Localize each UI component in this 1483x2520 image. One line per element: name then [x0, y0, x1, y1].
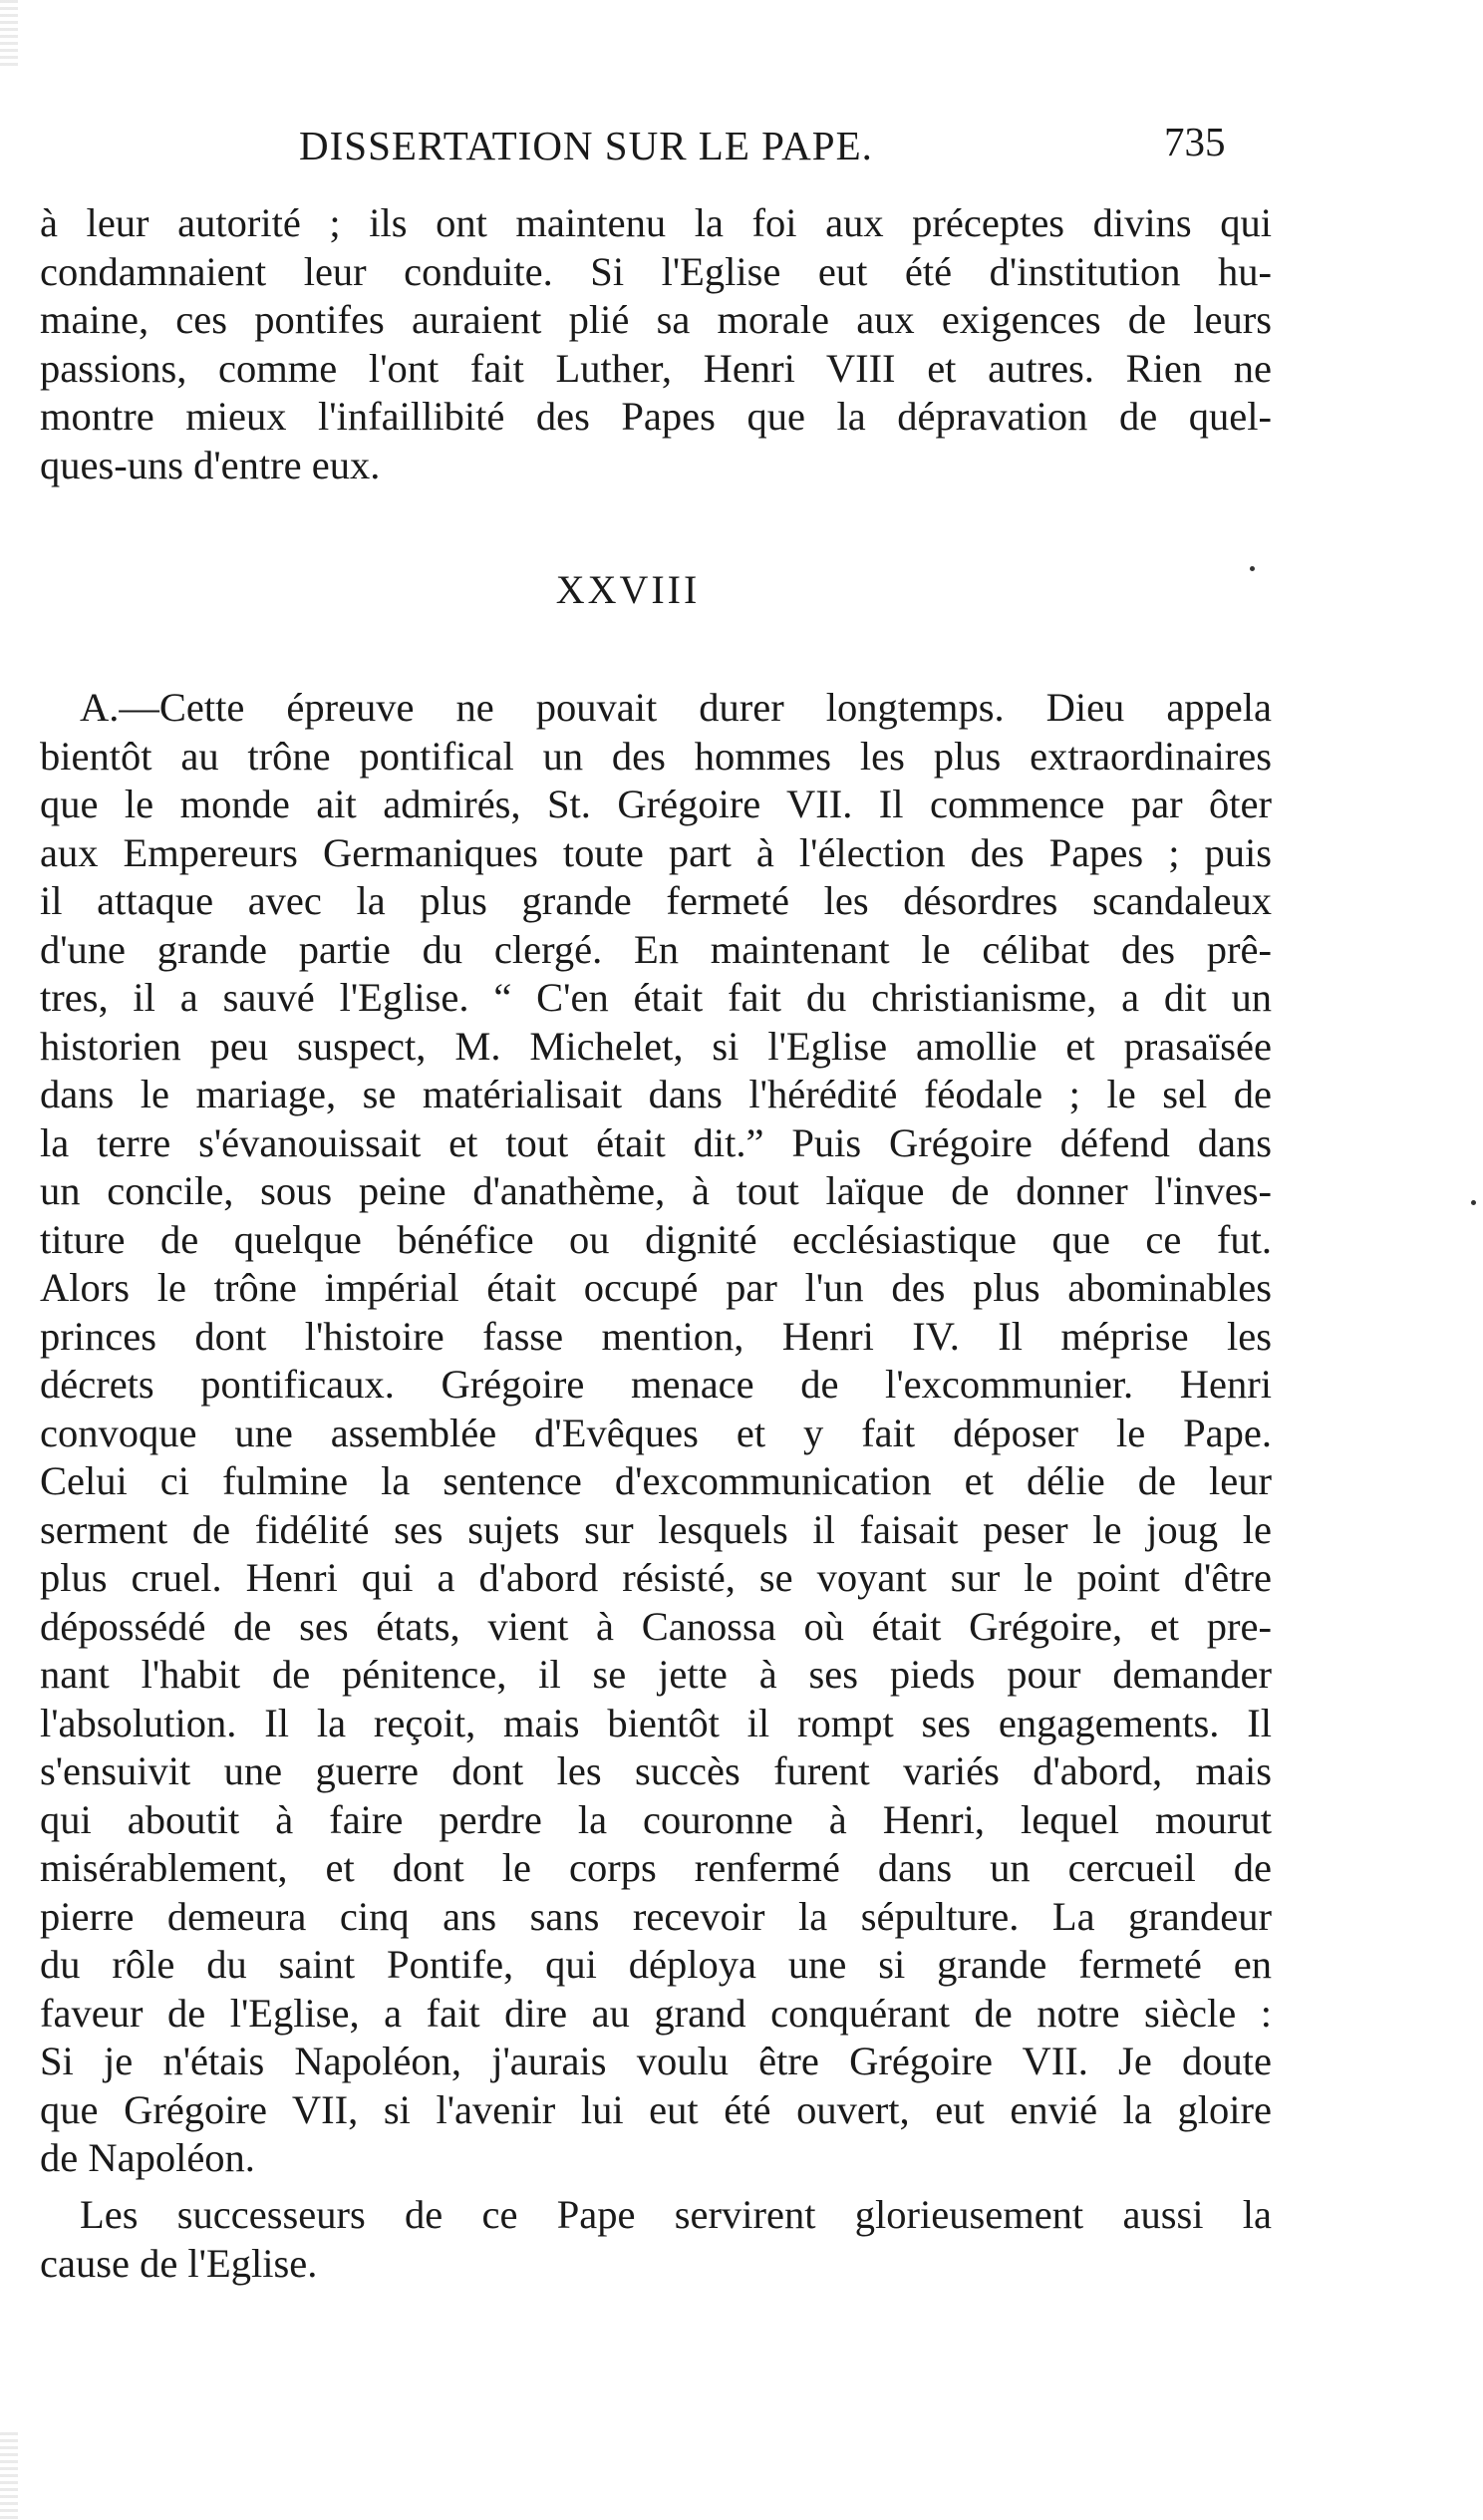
text-line: de Napoléon.: [40, 2135, 255, 2180]
paragraph-gregoire: [40, 684, 1272, 2183]
text-line: dépossédé de ses états, vient à Canossa où était Grégoire, et pre-: [40, 1603, 1272, 1649]
text-line: bientôt au trône pontifical un des hommes les plus extraordinaires: [40, 733, 1272, 779]
text-line: décrets pontificaux. Grégoire menace de l'excommunier. Henri: [40, 1362, 1272, 1407]
text-line: s'ensuivit une guerre dont les succès furent variés d'abord, mais: [40, 1748, 1272, 1793]
text-line: il attaque avec la plus grande fermeté les désordres scandaleux: [40, 878, 1272, 923]
text-line: Celui ci fulmine la sentence d'excommunication et délie de leur: [40, 1458, 1272, 1503]
text-line: plus cruel. Henri qui a d'abord résisté, se voyant sur le point d'être: [40, 1555, 1272, 1600]
text-line: la terre s'évanouissait et tout était dit.” Puis Grégoire défend dans: [40, 1119, 1272, 1165]
text-line: nant l'habit de pénitence, il se jette à ses pieds pour demander: [40, 1652, 1272, 1697]
text-line: princes dont l'histoire fasse mention, Henri IV. Il méprise les: [40, 1313, 1272, 1359]
text-line: condamnaient leur conduite. Si l'Eglise eut été d'institution hu-: [40, 248, 1272, 294]
text-line: que le monde ait admirés, St. Grégoire VII. Il commence par ôter: [40, 782, 1272, 826]
text-line: misérablement, et dont le corps renfermé dans un cercueil de: [40, 1845, 1272, 1890]
text-line: titure de quelque bénéfice ou dignité ecclésiastique que ce fut.: [40, 1216, 1272, 1262]
text-line: historien peu suspect, M. Michelet, si l'Eglise amollie et prasaïsée: [40, 1023, 1272, 1069]
text-line: cause de l'Eglise.: [40, 2240, 318, 2286]
running-head: DISSERTATION SUR LE PAPE.: [299, 123, 873, 168]
text-line: serment de fidélité ses sujets sur lesquels il faisait peser le joug le: [40, 1506, 1272, 1552]
text-line: Alors le trône impérial était occupé par l'un des plus abominables: [40, 1265, 1272, 1310]
text-line: un concile, sous peine d'anathème, à tout laïque de donner l'inves-: [40, 1168, 1272, 1213]
text-line: maine, ces pontifes auraient plié sa morale aux exigences de leurs: [40, 297, 1272, 342]
text-line: du rôle du saint Pontife, qui déploya une si grande fermeté en: [40, 1942, 1272, 1987]
page-number: 735: [1164, 119, 1226, 164]
text-line: à leur autorité ; ils ont maintenu la foi aux préceptes divins qui: [40, 200, 1272, 245]
text-line: Si je n'étais Napoléon, j'aurais voulu être Grégoire VII. Je doute: [40, 2039, 1272, 2083]
text-line: faveur de l'Eglise, a fait dire au grand conquérant de notre siècle :: [40, 1990, 1272, 2036]
text-line: A.—Cette épreuve ne pouvait durer longtemps. Dieu appela: [80, 685, 1272, 730]
text-line: pierre demeura cinq ans sans recevoir la sépulture. La grandeur: [40, 1893, 1272, 1939]
ink-speck: [1250, 566, 1255, 571]
paragraph-continued: [40, 199, 1272, 489]
text-line: tres, il a sauvé l'Eglise. “ C'en était fait du christianisme, a dit un: [40, 975, 1272, 1020]
text-line: l'absolution. Il la reçoit, mais bientôt il rompt ses engagements. Il: [40, 1700, 1272, 1745]
paragraph-successors: [40, 2191, 1272, 2288]
text-line: que Grégoire VII, si l'avenir lui eut été ouvert, eut envié la gloire: [40, 2086, 1272, 2132]
text-line: qui aboutit à faire perdre la couronne à Henri, lequel mourut: [40, 1796, 1272, 1842]
text-line: Les successeurs de ce Pape servirent glorieusement aussi la: [80, 2192, 1272, 2237]
text-line: d'une grande partie du clergé. En maintenant le célibat des prê-: [40, 926, 1272, 972]
page-edge-noise: [0, 0, 18, 70]
ink-speck: [1471, 1200, 1476, 1205]
page-edge-noise: [0, 2432, 18, 2520]
text-line: convoque une assemblée d'Evêques et y fait déposer le Pape.: [40, 1410, 1272, 1455]
text-line: dans le mariage, se matérialisait dans l'hérédité féodale ; le sel de: [40, 1072, 1272, 1116]
text-line: ques-uns d'entre eux.: [40, 442, 381, 487]
section-heading: XXVIII: [555, 567, 701, 612]
text-line: passions, comme l'ont fait Luther, Henri VIII et autres. Rien ne: [40, 345, 1272, 391]
text-line: aux Empereurs Germaniques toute part à l'élection des Papes ; puis: [40, 829, 1272, 875]
text-line: montre mieux l'infaillibité des Papes que la dépravation de quel-: [40, 394, 1272, 439]
